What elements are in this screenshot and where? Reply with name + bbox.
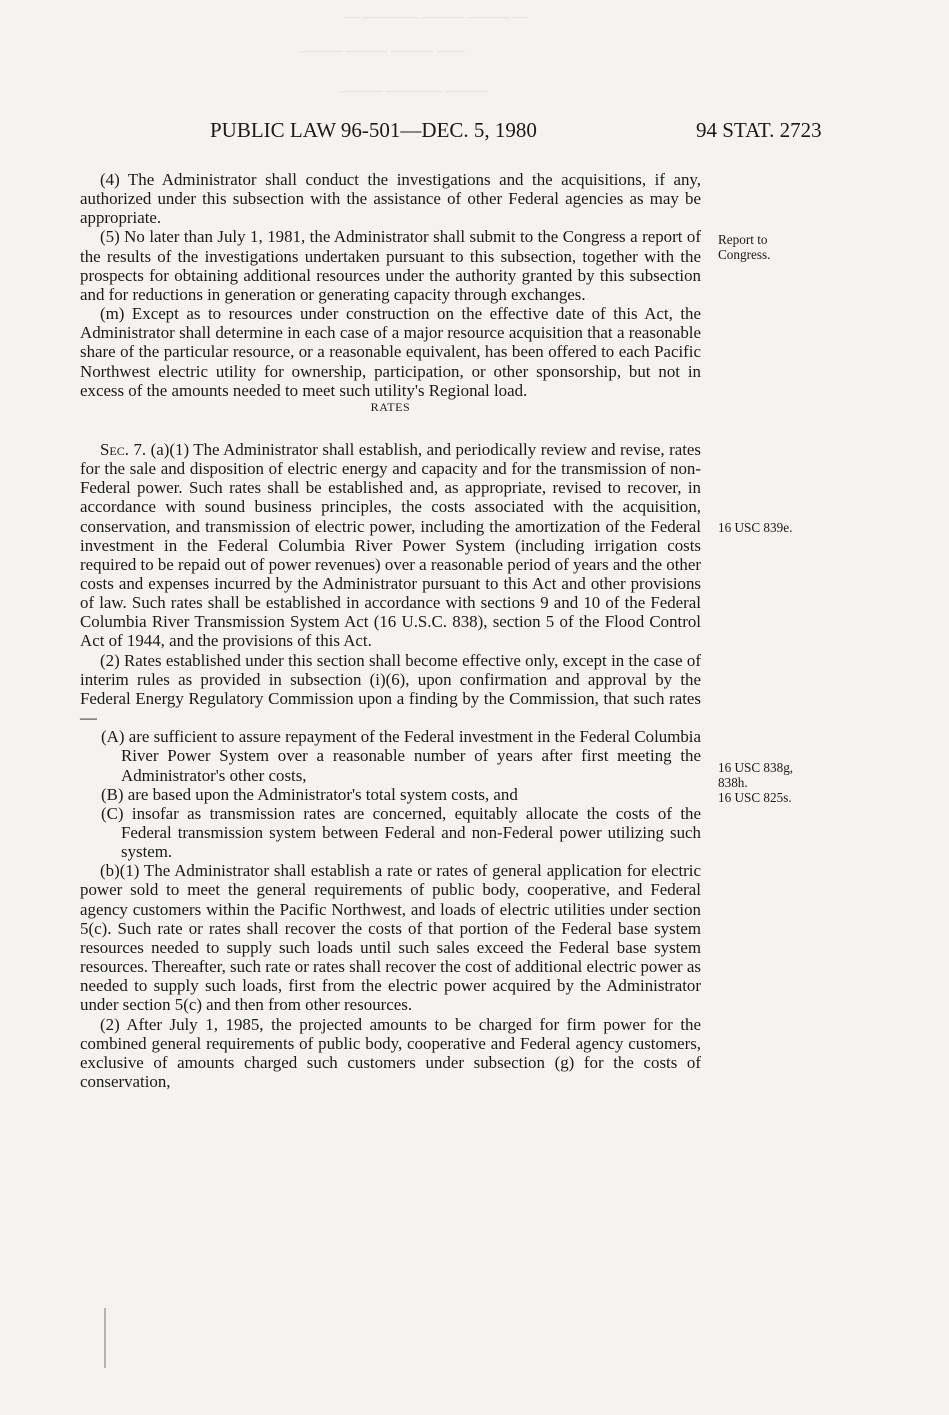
margin-note-line: 16 USC 825s. <box>718 790 792 805</box>
bleed-through-mark: ——— ——— ——— —— <box>300 44 465 59</box>
margin-note-usc-839e <box>718 520 838 535</box>
section-heading-rates: RATES <box>370 399 411 414</box>
statute-citation: 94 STAT. 2723 <box>696 118 822 142</box>
section-7-a1-text: (a)(1) The Administrator shall establish, and periodically review and revise, rates for the sale and disposition of electric energy and capacity and for the transmission of non-Federal power. Such rates shall be established and, as appropriate, revised to recover, in accordance with sound business principles, the costs associated with the acquisition, conservation, and transmission of electric power, including the amortization of the Federal investment in the Federal Columbia River Power System (including irrigation costs required to be repaid out of power revenues) over a reasonable period of years and the other costs and expenses incurred by the Administrator pursuant to this Act and other provisions of law. Such rates shall be established in accordance with sections 9 and 10 of the Federal Columbia River Transmission System Act (16 U.S.C. 838), section 5 of the Flood Control Act of 1944, and the provisions of this Act. <box>80 439 701 651</box>
paragraph-a2-C: (C) insofar as transmission rates are concerned, equitably allocate the costs of the Federal transmission system between Federal and non-Federal power utilizing such system. <box>101 803 701 862</box>
scan-gutter-line <box>104 1308 106 1368</box>
paragraph-b2: (2) After July 1, 1985, the projected amounts to be charged for firm power for the combined general requirements of public body, cooperative and Federal agency customers, exclusive of amounts charged such customers under subsection (g) for the costs of conservation, <box>80 1014 701 1092</box>
margin-note-line: Congress. <box>718 247 771 262</box>
margin-note-line: 16 USC 839e. <box>718 520 793 535</box>
section-7-a1 <box>80 440 701 651</box>
paragraph-a2-B: (B) are based upon the Administrator's total system costs, and <box>101 784 518 804</box>
bleed-through-mark: ——— ———— ——— <box>340 84 487 99</box>
margin-note-usc-838g <box>718 760 838 805</box>
body-text <box>80 170 701 1091</box>
paragraph-l5: (5) No later than July 1, 1981, the Administrator shall submit to the Congress a report of the results of the investigations undertaken pursuant to this subsection, together with the prospects for obtaining additional resources under the authority granted by this subsection and for reductions in generation or generating capacity through exchanges. <box>80 227 701 304</box>
running-head: PUBLIC LAW 96-501—DEC. 5, 1980 <box>210 118 537 142</box>
paragraph-l4: (4) The Administrator shall conduct the investigations and the acquisitions, if any, authorized under this subsection with the assistance of other Federal agencies as may be appropriate. <box>80 170 701 228</box>
page-header <box>210 118 849 148</box>
paragraph-b1: (b)(1) The Administrator shall establish a rate or rates of general application for electric power sold to meet the general requirements of public body, cooperative, and Federal agency customers within the Pacific Northwest, and loads of electric utilities under section 5(c). Such rate or rates shall recover the costs of that portion of the Federal base system resources needed to supply such loads until such sales exceed the Federal base system resources. Thereafter, such rate or rates shall recover the cost of additional electric power as needed to supply such loads, first from the electric power acquired by the Administrator under section 5(c) and then from other resources. <box>80 861 701 1015</box>
margin-note-line: 16 USC 838g, <box>718 760 794 775</box>
section-label: Sec. 7. <box>100 439 147 459</box>
margin-note-line: Report to <box>718 232 768 247</box>
paragraph-a2-A: (A) are sufficient to assure repayment of the Federal investment in the Federal Columbia River Power System over a reasonable number of years after first meeting the Administrator's other costs, <box>101 727 701 785</box>
paragraph-m: (m) Except as to resources under construction on the effective date of this Act, the Administrator shall determine in each case of a major resource acquisition that a reasonable share of the particular resource, or a reasonable equivalent, has been offered to each Pacific Northwest electric utility for ownership, participation, or other sponsorship, but not in excess of the amounts needed to meet such utility's Regional load. <box>80 304 701 400</box>
margin-note-report <box>718 232 838 262</box>
bleed-through-mark: — ———— ——— ——— — <box>345 10 527 25</box>
paragraph-a2: (2) Rates established under this section shall become effective only, except in the case of interim rules as provided in subsection (i)(6), upon confirmation and approval by the Federal Energy Regulatory Commission upon a finding by the Commission, that such rates— <box>80 650 701 728</box>
margin-note-line: 838h. <box>718 775 748 790</box>
